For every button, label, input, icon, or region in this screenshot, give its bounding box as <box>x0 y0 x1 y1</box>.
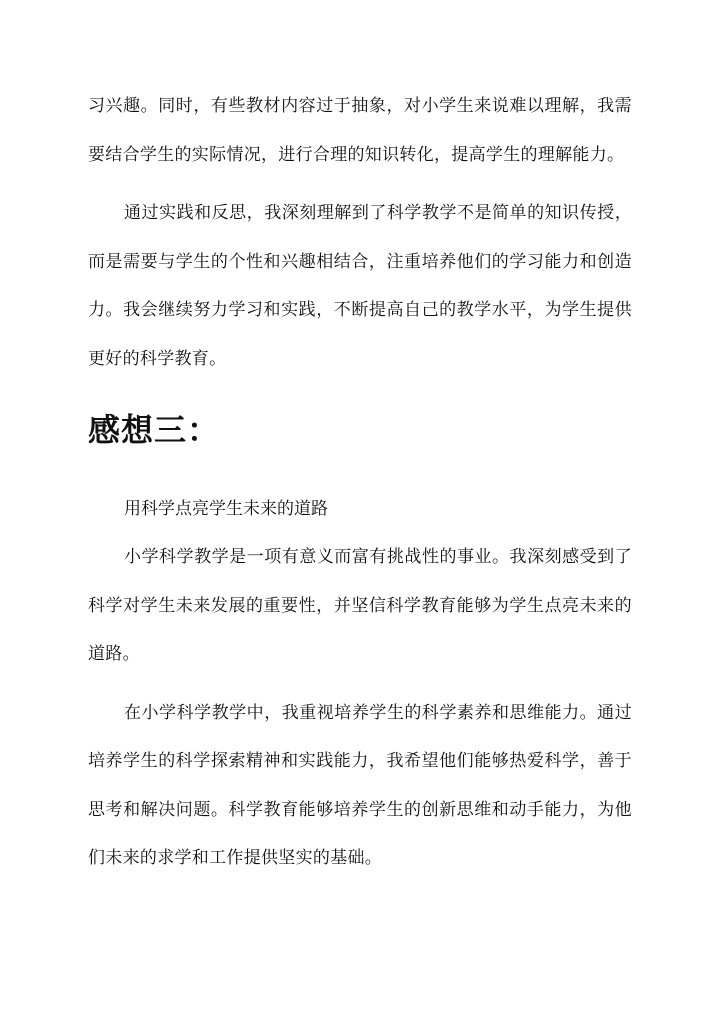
paragraph-continuation: 习兴趣。同时，有些教材内容过于抽象，对小学生来说难以理解，我需要结合学生的实际情况，进行合理的知识转化，提高学生的理解能力。 <box>88 96 632 165</box>
section-subtitle: 用科学点亮学生未来的道路 <box>124 499 328 519</box>
section-heading: 感想三： <box>88 411 221 449</box>
paragraph-intro: 小学科学教学是一项有意义而富有挑战性的事业。我深刻感受到了科学对学生未来发展的重要性，并坚信科学教育能够为学生点亮未来的道路。 <box>88 547 632 664</box>
document-page <box>88 82 632 883</box>
paragraph-reflection: 通过实践和反思，我深刻理解到了科学教学不是简单的知识传授，而是需要与学生的个性和兴趣相结合，注重培养他们的学习能力和创造力。我会继续努力学习和实践，不断提高自己的教学水平，为学生提供更好的科学教育。 <box>88 203 632 369</box>
paragraph-teaching: 在小学科学教学中，我重视培养学生的科学素养和思维能力。通过培养学生的科学探索精神和实践能力，我希望他们能够热爱科学，善于思考和解决问题。科学教育能够培养学生的创新思维和动手能力，为他们未来的求学和工作提供坚实的基础。 <box>88 702 632 868</box>
